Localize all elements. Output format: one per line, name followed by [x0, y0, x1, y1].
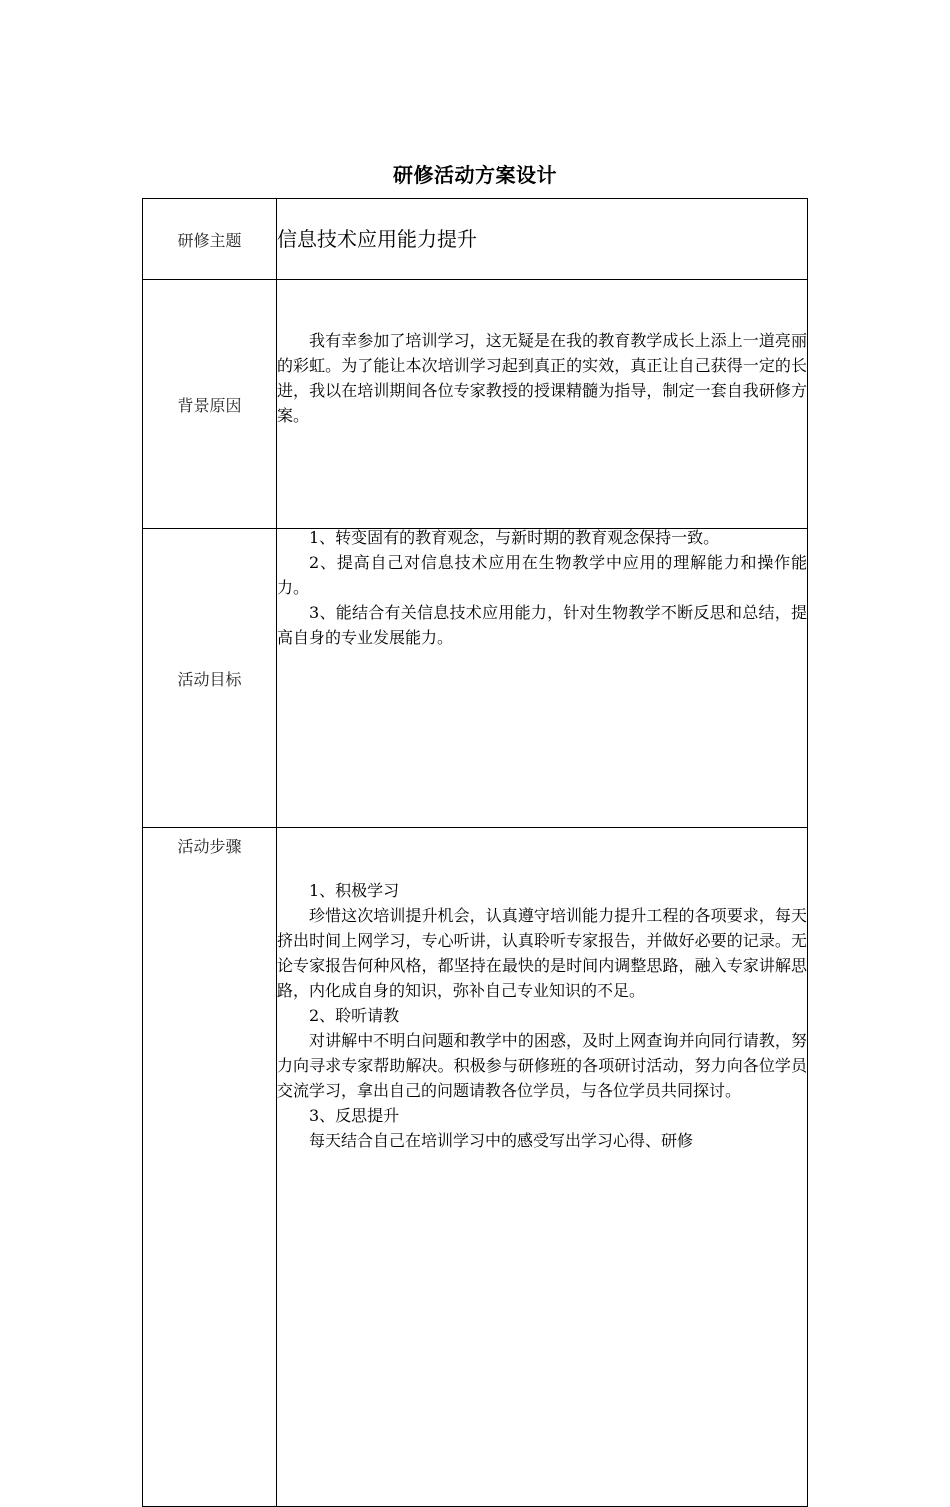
background-text: 我有幸参加了培训学习，这无疑是在我的教育教学成长上添上一道亮丽的彩虹。为了能让本次培训学习起到真正的实效，真正让自己获得一定的长进，我以在培训期间各位专家教授的授课精髓为指导，制定一套自我研修方案。 — [277, 331, 807, 425]
table-row-goals — [143, 529, 808, 828]
goals-cell — [277, 529, 808, 828]
plan-table — [142, 198, 808, 1507]
goal-item-3: 3、能结合有关信息技术应用能力，针对生物教学不断反思和总结，提高自身的专业发展能力。 — [277, 603, 807, 647]
step-text-2: 对讲解中不明白问题和教学中的困惑，及时上网查询并向同行请教，努力向寻求专家帮助解决。积极参与研修班的各项研讨活动，努力向各位学员交流学习，拿出自己的问题请教各位学员，与各位学员共同探讨。 — [277, 1031, 807, 1100]
goal-item-2: 2、提高自己对信息技术应用在生物教学中应用的理解能力和操作能力。 — [277, 553, 807, 597]
row-label-theme: 研修主题 — [143, 199, 277, 280]
step-heading-3: 3、反思提升 — [309, 1106, 400, 1125]
page-title: 研修活动方案设计 — [393, 163, 557, 187]
step-text-3: 每天结合自己在培训学习中的感受写出学习心得、研修 — [309, 1131, 694, 1150]
row-label-steps: 活动步骤 — [143, 828, 277, 1507]
table-row-theme — [143, 199, 808, 280]
background-cell — [277, 280, 808, 529]
step-text-1: 珍惜这次培训提升机会，认真遵守培训能力提升工程的各项要求，每天挤出时间上网学习，专心听讲，认真聆听专家报告，并做好必要的记录。无论专家报告何种风格，都坚持在最快的是时间内调整思路，融入专家讲解思路，内化成自身的知识，弥补自己专业知识的不足。 — [277, 906, 807, 1000]
table-row-steps — [143, 828, 808, 1507]
goal-item-1: 1、转变固有的教育观念，与新时期的教育观念保持一致。 — [309, 528, 720, 547]
row-label-background: 背景原因 — [143, 280, 277, 529]
table-row-background — [143, 280, 808, 529]
theme-cell — [277, 199, 808, 280]
step-heading-2: 2、聆听请教 — [309, 1006, 400, 1025]
row-label-goals: 活动目标 — [143, 529, 277, 828]
steps-cell — [277, 828, 808, 1507]
step-heading-1: 1、积极学习 — [309, 881, 400, 900]
theme-value: 信息技术应用能力提升 — [277, 226, 477, 251]
